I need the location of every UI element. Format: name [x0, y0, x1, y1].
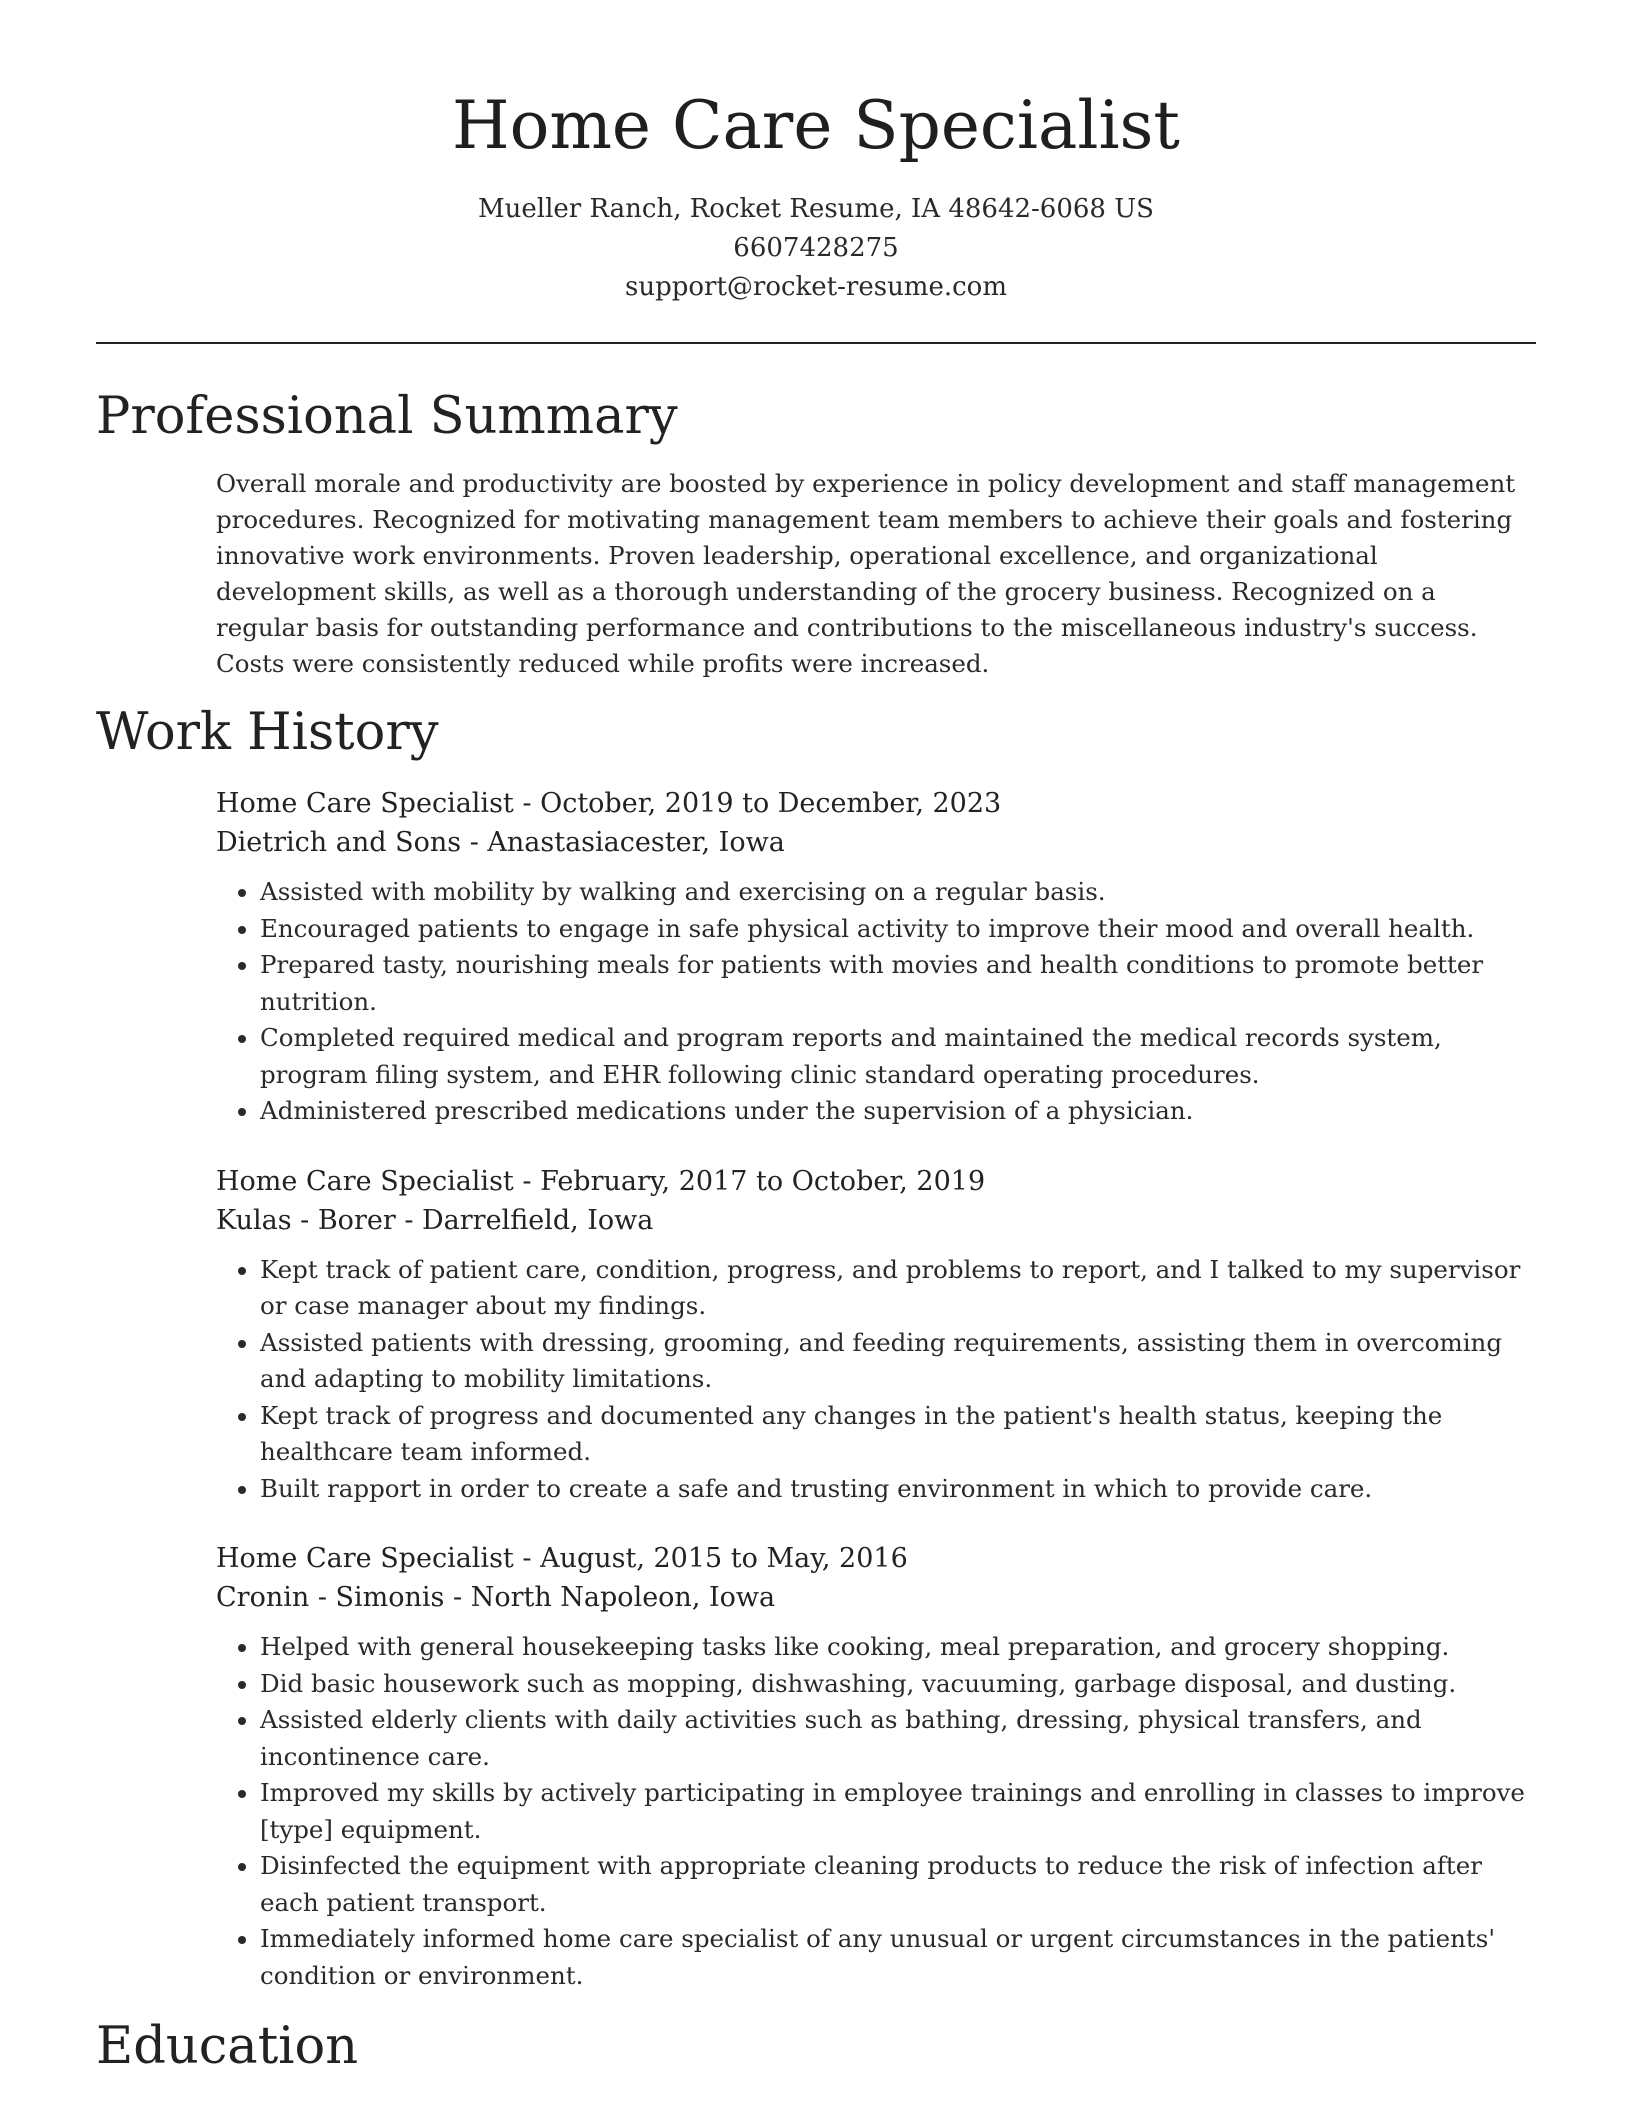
job-title: Home Care Specialist [216, 1165, 514, 1197]
job-bullets [216, 1252, 1536, 1508]
job-bullets [216, 1629, 1536, 1994]
list-item: • Assisted elderly clients with daily activities such as bathing, dressing, physical transfers, and incontinence care. [260, 1702, 1536, 1775]
list-item: • Completed required medical and program reports and maintained the medical records system, program filing system, and EHR following clinic standard operating procedures. [260, 1020, 1536, 1093]
list-item: • Kept track of patient care, condition, progress, and problems to report, and I talked to my supervisor or case manager about my findings. [260, 1252, 1536, 1325]
list-item: • Encouraged patients to engage in safe physical activity to improve their mood and overall health. [260, 911, 1536, 948]
job-dates: - February, 2017 to October, 2019 [513, 1165, 986, 1197]
job-entry [216, 784, 1536, 1130]
job-title-line [216, 1539, 1536, 1578]
job-company-line [216, 1201, 1536, 1240]
job-company-line [216, 823, 1536, 862]
section-title-work-history: Work History [96, 703, 439, 762]
job-bullets [216, 874, 1536, 1130]
phone: 6607428275 [733, 233, 899, 263]
resume-page [96, 0, 1536, 2078]
job-company: Cronin - Simonis [216, 1582, 445, 1613]
list-item: • Administered prescribed medications under the supervision of a physician. [260, 1093, 1536, 1130]
list-item: • Assisted patients with dressing, grooming, and feeding requirements, assisting them in overcoming and adapting to mobility limitations. [260, 1325, 1536, 1398]
list-item: • Built rapport in order to create a safe and trusting environment in which to provide care. [260, 1471, 1536, 1508]
job-company: Dietrich and Sons [216, 827, 462, 858]
job-location: - Anastasiacester, Iowa [461, 827, 785, 858]
job-title: Home Care Specialist [216, 1543, 514, 1574]
job-entry [216, 1539, 1536, 1994]
job-location: - Darrelfield, Iowa [395, 1204, 654, 1236]
job-dates: - August, 2015 to May, 2016 [513, 1543, 908, 1574]
list-item: • Kept track of progress and documented any changes in the patient's health status, keeping the healthcare team informed. [260, 1398, 1536, 1471]
job-location: - North Napoleon, Iowa [444, 1582, 776, 1613]
candidate-name: Home Care Specialist [452, 87, 1180, 164]
header-divider [96, 342, 1536, 344]
job-title-line [216, 1162, 1536, 1201]
section-title-summary: Professional Summary [96, 387, 678, 446]
summary-text: Overall morale and productivity are boosted by experience in policy development and staff management procedures. Recognized for motivating management team members to achieve their goals and fostering innovative work environments. Proven leadership, operational excellence, and organizational development skills, as well as a thorough understanding of the grocery business. Recognized on a regular basis for outstanding performance and contributions to the miscellaneous industry's success. Costs were consistently reduced while profits were increased. [216, 469, 1516, 678]
job-title: Home Care Specialist [216, 788, 514, 819]
job-company: Kulas - Borer [216, 1204, 396, 1236]
contact-block [96, 190, 1536, 307]
list-item: • Helped with general housekeeping tasks like cooking, meal preparation, and grocery shopping. [260, 1629, 1536, 1666]
email: support@rocket-resume.com [624, 272, 1007, 302]
job-company-line [216, 1578, 1536, 1617]
list-item: • Improved my skills by actively participating in employee trainings and enrolling in classes to improve [type] equipment. [260, 1775, 1536, 1848]
job-title-line [216, 784, 1536, 823]
address: Mueller Ranch, Rocket Resume, IA 48642-6068 US [478, 194, 1154, 224]
job-entry [216, 1162, 1536, 1508]
list-item: • Assisted with mobility by walking and exercising on a regular basis. [260, 874, 1536, 911]
list-item: • Prepared tasty, nourishing meals for patients with movies and health conditions to promote better nutrition. [260, 947, 1536, 1020]
list-item: • Disinfected the equipment with appropriate cleaning products to reduce the risk of infection after each patient transport. [260, 1848, 1536, 1921]
list-item: • Did basic housework such as mopping, dishwashing, vacuuming, garbage disposal, and dusting. [260, 1666, 1536, 1703]
job-dates: - October, 2019 to December, 2023 [513, 788, 1002, 819]
section-title-education: Education [96, 2017, 359, 2076]
list-item: • Immediately informed home care specialist of any unusual or urgent circumstances in the patients' condition or environment. [260, 1921, 1536, 1994]
